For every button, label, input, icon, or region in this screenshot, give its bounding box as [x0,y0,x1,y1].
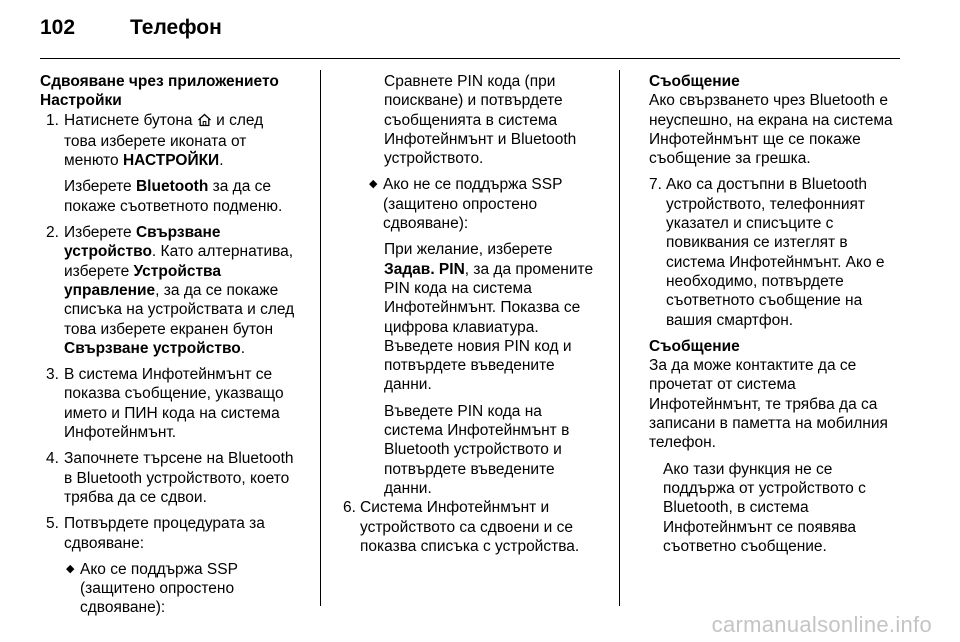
page-number: 102 [40,16,76,39]
step-6: 6. Система Инфотейнмънт и устройството са сдвоени и се показва списъка с устройства. [343,499,580,555]
unsupported-paragraph: Ако тази функция не се поддържа от устройството с Bluetooth, в система Инфотейнмънт се появява съответно съобщение. [663,460,866,555]
column-divider-2 [619,70,620,606]
pin-compare-paragraph: Сравнете PIN кода (при поискване) и потвърдете съобщенията в система Инфотейнмънт и Bluetooth устройството. [384,73,577,168]
message-1-title: Съобщение [649,73,740,90]
column-1 [40,72,312,618]
diamond-bullet-icon: ◆ [369,178,378,191]
column-3 [649,72,911,556]
column-divider-1 [320,70,321,606]
column-2 [343,72,615,556]
section-title: Сдвояване чрез приложението Настройки [40,73,279,110]
watermark: carmanualsonline.info [711,612,932,637]
menu-name: НАСТРОЙКИ [122,152,220,170]
page-title: Телефон [130,16,222,39]
diamond-bullet-icon: ◆ [66,562,75,575]
message-2: Съобщение За да може контактите да се прочетат от система Инфотейнмънт, те трябва да са записани в паметта на мобилния телефон. [649,337,888,452]
enter-pin-paragraph: Въведете PIN кода на система Инфотейнмънт в Bluetooth устройството и потвърдете въведените данни. [384,402,570,497]
message-2-title: Съобщение [649,337,740,355]
message-1: Съобщение Ако свързването чрез Bluetooth е неуспешно, на екрана на система Инфотейнмънт ще се покаже съобщение за грешка. [649,73,893,168]
step-5: 5. Потвърдете процедурата за сдвояване: [46,515,265,552]
step-7: 7. Ако са достъпни в Bluetooth устройството, телефонният указател и списъците с повиквания се изтеглят в система Инфотейнмънт. Ако е необходимо, потвърдете съответното съобщение на вашия смартфон. [649,176,885,329]
header-rule [40,58,900,59]
step-1-detail: Изберете Bluetooth за да се покаже съответното подменю. [64,178,283,215]
step-2: 2. Изберете Свързване устройство. Като алтернатива, изберете Устройства управление, за да се покаже списъка на устройствата и след това изберете екранен бутон Свързване устройство. [46,224,295,357]
set-pin-paragraph: При желание, изберете Задав. PIN, за да промените PIN кода на система Инфотейнмънт. Показва се цифрова клавиатура. Въведете новия PIN код и потвърдете въведените данни. [384,241,594,394]
no-ssp-bullet: ◆ Ако не се поддържа SSP (защитено опростено сдвояване): [369,176,563,233]
page-header [40,16,222,40]
step-4: 4. Започнете търсене на Bluetooth в Bluetooth устройството, което трябва да се сдвои. [46,450,294,506]
home-icon [197,113,212,132]
ssp-bullet: ◆ Ако се поддържа SSP (защитено опростено сдвояване): [66,560,238,617]
step-1: 1. Натиснете бутона и след това изберете иконата от менюто НАСТРОЙКИ. [46,111,264,170]
step-3: 3. В система Инфотейнмънт се показва съобщение, указващо името и ПИН кода на система Инфотейнмънт. [46,366,284,442]
